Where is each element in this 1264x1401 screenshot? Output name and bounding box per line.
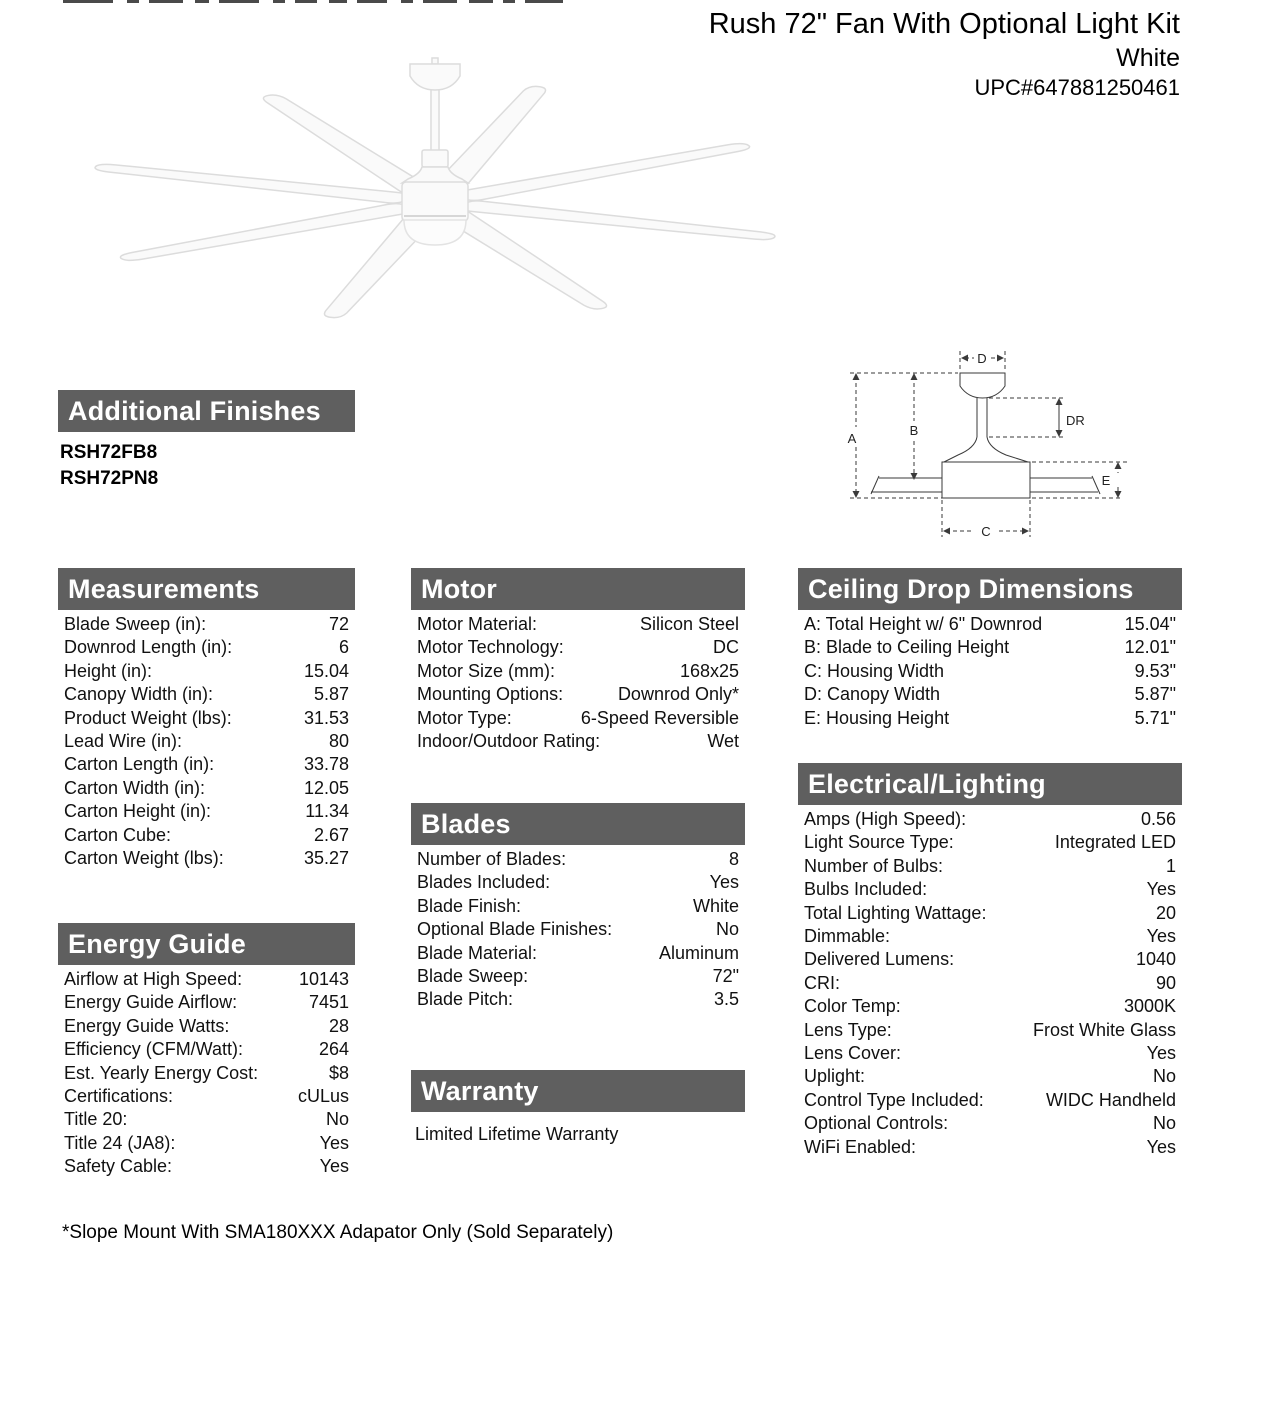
ceiling-drop-rows	[798, 610, 1182, 730]
spec-value: Yes	[319, 1156, 349, 1177]
spec-row	[411, 848, 745, 871]
spec-value: 5.87"	[1134, 684, 1176, 705]
energy-guide-section	[58, 923, 355, 1179]
spec-value: cULus	[297, 1086, 349, 1107]
spec-value: No	[1152, 1066, 1176, 1087]
spec-label: Blade Sweep (in):	[64, 614, 207, 634]
spec-row	[798, 613, 1182, 636]
spec-row	[58, 968, 355, 991]
diagram-label-a: A	[847, 431, 857, 446]
spec-value: 8	[728, 849, 739, 869]
spec-row	[58, 707, 355, 730]
spec-value: No	[1152, 1113, 1176, 1134]
spec-label: B: Blade to Ceiling Height	[804, 637, 1010, 658]
spec-label: Efficiency (CFM/Watt):	[64, 1039, 244, 1060]
ceiling-drop-header: Ceiling Drop Dimensions	[798, 568, 1182, 610]
spec-value: 33.78	[303, 754, 349, 775]
spec-value: 20	[1155, 902, 1176, 923]
spec-row	[798, 972, 1182, 995]
spec-label: Motor Size (mm):	[417, 660, 556, 681]
spec-label: Dimmable:	[804, 926, 891, 947]
spec-row	[798, 683, 1182, 706]
spec-row	[58, 1015, 355, 1038]
spec-row	[58, 1085, 355, 1108]
spec-label: Control Type Included:	[804, 1089, 984, 1110]
spec-row	[798, 995, 1182, 1018]
spec-row	[58, 1132, 355, 1155]
diagram-label-b: B	[909, 423, 919, 438]
spec-label: Lens Cover:	[804, 1043, 902, 1064]
spec-label: A: Total Height w/ 6" Downrod	[804, 614, 1043, 634]
spec-value: 7451	[308, 992, 349, 1013]
spec-row	[798, 1136, 1182, 1159]
spec-label: Bulbs Included:	[804, 879, 928, 900]
spec-row	[411, 636, 745, 659]
spec-value: 90	[1155, 972, 1176, 993]
spec-label: Optional Blade Finishes:	[417, 919, 613, 940]
spec-value: Frost White Glass	[1032, 1019, 1176, 1040]
spec-value: 35.27	[303, 848, 349, 869]
spec-value: Downrod Only*	[617, 684, 739, 705]
spec-row	[798, 707, 1182, 730]
spec-value: 72	[328, 614, 349, 634]
spec-label: Motor Material:	[417, 614, 538, 634]
spec-row	[798, 1065, 1182, 1088]
diagram-label-dr: DR	[1066, 413, 1085, 428]
spec-label: Delivered Lumens:	[804, 949, 955, 970]
spec-label: Est. Yearly Energy Cost:	[64, 1062, 259, 1083]
spec-row	[58, 660, 355, 683]
additional-finishes-section	[58, 390, 355, 492]
spec-value: 12.05	[303, 777, 349, 798]
spec-value: Integrated LED	[1054, 832, 1176, 853]
spec-row	[798, 1112, 1182, 1135]
measurements-rows	[58, 610, 355, 870]
spec-label: Mounting Options:	[417, 684, 564, 705]
spec-value: Yes	[1146, 879, 1176, 900]
spec-row	[58, 800, 355, 823]
spec-row	[798, 636, 1182, 659]
ceiling-drop-diagram	[838, 345, 1138, 555]
spec-row	[798, 808, 1182, 831]
fan-product-image	[50, 50, 795, 350]
blades-header: Blades	[411, 803, 745, 845]
spec-row	[411, 660, 745, 683]
spec-value: 80	[328, 731, 349, 752]
warranty-text: Limited Lifetime Warranty	[415, 1124, 619, 1144]
spec-label: Downrod Length (in):	[64, 637, 233, 658]
spec-row	[58, 636, 355, 659]
warranty-header: Warranty	[411, 1070, 745, 1112]
spec-label: Carton Weight (lbs):	[64, 848, 224, 869]
spec-row	[411, 965, 745, 988]
spec-label: Carton Length (in):	[64, 754, 215, 775]
product-title: Rush 72" Fan With Optional Light Kit	[708, 8, 1180, 40]
spec-row	[798, 878, 1182, 901]
energy-guide-header: Energy Guide	[58, 923, 355, 965]
spec-value: 6	[338, 637, 349, 658]
motor-header: Motor	[411, 568, 745, 610]
spec-label: Canopy Width (in):	[64, 684, 214, 705]
spec-label: Airflow at High Speed:	[64, 969, 243, 989]
spec-value: Aluminum	[658, 942, 739, 963]
spec-label: Blades Included:	[417, 872, 551, 893]
spec-row	[411, 707, 745, 730]
electrical-lighting-rows	[798, 805, 1182, 1159]
electrical-lighting-header: Electrical/Lighting	[798, 763, 1182, 805]
spec-row	[58, 1155, 355, 1178]
finish-code: RSH72PN8	[60, 468, 159, 489]
spec-label: Lens Type:	[804, 1019, 892, 1040]
spec-label: Light Source Type:	[804, 832, 954, 853]
spec-row	[798, 1042, 1182, 1065]
warranty-section	[411, 1070, 745, 1146]
cropped-header-remnant	[63, 0, 563, 4]
diagram-label-e: E	[1101, 473, 1111, 488]
spec-value: 1	[1165, 855, 1176, 876]
spec-label: Color Temp:	[804, 996, 901, 1017]
spec-value: No	[325, 1109, 349, 1130]
fan-illustration	[50, 50, 795, 350]
spec-value: WIDC Handheld	[1045, 1089, 1176, 1110]
spec-row	[798, 1089, 1182, 1112]
spec-value: 0.56	[1140, 809, 1176, 829]
spec-value: Yes	[1146, 926, 1176, 947]
spec-row	[798, 855, 1182, 878]
spec-row	[798, 925, 1182, 948]
spec-value: 3000K	[1123, 996, 1176, 1017]
spec-value: 1040	[1135, 949, 1176, 970]
spec-label: Number of Blades:	[417, 849, 567, 869]
spec-row	[411, 871, 745, 894]
motor-section	[411, 568, 745, 753]
spec-label: C: Housing Width	[804, 660, 945, 681]
product-finish: White	[1116, 44, 1180, 72]
electrical-lighting-section	[798, 763, 1182, 1159]
product-upc: UPC#647881250461	[974, 75, 1180, 100]
spec-value: 31.53	[303, 707, 349, 728]
spec-row	[411, 683, 745, 706]
spec-label: Certifications:	[64, 1086, 174, 1107]
spec-row	[58, 824, 355, 847]
spec-label: Blade Material:	[417, 942, 538, 963]
additional-finishes-header: Additional Finishes	[58, 390, 355, 432]
spec-row	[411, 895, 745, 918]
spec-value: Yes	[1146, 1136, 1176, 1157]
spec-label: E: Housing Height	[804, 707, 950, 728]
diagram-label-d: D	[977, 351, 987, 366]
spec-row	[58, 730, 355, 753]
dimension-drawing	[838, 345, 1138, 555]
spec-label: Carton Height (in):	[64, 801, 212, 822]
spec-row	[411, 942, 745, 965]
spec-value: 12.01"	[1124, 637, 1176, 658]
spec-row	[798, 1019, 1182, 1042]
measurements-section	[58, 568, 355, 870]
spec-label: WiFi Enabled:	[804, 1136, 917, 1157]
spec-row	[58, 847, 355, 870]
spec-value: 3.5	[713, 989, 739, 1010]
spec-label: Blade Finish:	[417, 895, 522, 916]
spec-value: 6-Speed Reversible	[580, 707, 739, 728]
finish-list	[58, 432, 355, 492]
spec-row	[798, 948, 1182, 971]
spec-value: 5.71"	[1134, 707, 1176, 728]
spec-value: 168x25	[679, 660, 739, 681]
spec-value: Yes	[319, 1132, 349, 1153]
spec-value: 15.04"	[1124, 614, 1176, 634]
spec-label: Energy Guide Watts:	[64, 1015, 230, 1036]
spec-row	[798, 660, 1182, 683]
spec-value: 72"	[712, 966, 739, 987]
spec-row	[798, 902, 1182, 925]
spec-value: 15.04	[303, 660, 349, 681]
spec-row	[58, 683, 355, 706]
spec-row	[58, 1062, 355, 1085]
spec-label: Blade Pitch:	[417, 989, 514, 1010]
blades-rows	[411, 845, 745, 1012]
ceiling-drop-section	[798, 568, 1182, 730]
spec-label: Indoor/Outdoor Rating:	[417, 731, 601, 752]
spec-label: Lead Wire (in):	[64, 731, 183, 752]
spec-label: Carton Cube:	[64, 824, 172, 845]
spec-label: D: Canopy Width	[804, 684, 941, 705]
spec-value: 9.53"	[1134, 660, 1176, 681]
spec-label: Height (in):	[64, 660, 153, 681]
diagram-label-c: C	[981, 524, 991, 539]
spec-value: Yes	[709, 872, 739, 893]
blades-section	[411, 803, 745, 1012]
finish-code: RSH72FB8	[60, 442, 158, 463]
spec-label: Number of Bulbs:	[804, 855, 944, 876]
spec-label: CRI:	[804, 972, 840, 993]
spec-label: Safety Cable:	[64, 1156, 173, 1177]
energy-guide-rows	[58, 965, 355, 1179]
spec-label: Total Lighting Wattage:	[804, 902, 987, 923]
spec-row	[58, 991, 355, 1014]
spec-label: Optional Controls:	[804, 1113, 949, 1134]
spec-row	[411, 918, 745, 941]
spec-value: Wet	[707, 731, 739, 752]
spec-label: Title 20:	[64, 1109, 128, 1130]
spec-value: White	[692, 895, 739, 916]
spec-row	[411, 988, 745, 1011]
spec-row	[58, 1108, 355, 1131]
spec-row	[58, 753, 355, 776]
spec-label: Title 24 (JA8):	[64, 1132, 176, 1153]
spec-value: 2.67	[313, 824, 349, 845]
spec-row	[798, 831, 1182, 854]
spec-value: 5.87	[313, 684, 349, 705]
spec-label: Uplight:	[804, 1066, 866, 1087]
spec-value: Yes	[1146, 1043, 1176, 1064]
spec-row	[58, 1038, 355, 1061]
spec-label: Blade Sweep:	[417, 966, 529, 987]
spec-value: 28	[328, 1015, 349, 1036]
spec-label: Product Weight (lbs):	[64, 707, 232, 728]
spec-label: Motor Type:	[417, 707, 512, 728]
spec-value: 10143	[298, 969, 349, 989]
spec-value: $8	[328, 1062, 349, 1083]
spec-value: No	[715, 919, 739, 940]
spec-row	[58, 777, 355, 800]
spec-row	[58, 613, 355, 636]
motor-rows	[411, 610, 745, 753]
spec-value: 264	[318, 1039, 349, 1060]
spec-row	[411, 730, 745, 753]
spec-label: Motor Technology:	[417, 637, 564, 658]
measurements-header: Measurements	[58, 568, 355, 610]
spec-label: Carton Width (in):	[64, 777, 206, 798]
spec-row	[411, 613, 745, 636]
slope-mount-footnote: *Slope Mount With SMA180XXX Adapator Only (Sold Separately)	[62, 1222, 614, 1243]
spec-value: 11.34	[305, 801, 349, 822]
spec-value: Silicon Steel	[639, 614, 739, 634]
spec-value: DC	[713, 637, 739, 658]
spec-label: Energy Guide Airflow:	[64, 992, 238, 1013]
spec-label: Amps (High Speed):	[804, 809, 967, 829]
